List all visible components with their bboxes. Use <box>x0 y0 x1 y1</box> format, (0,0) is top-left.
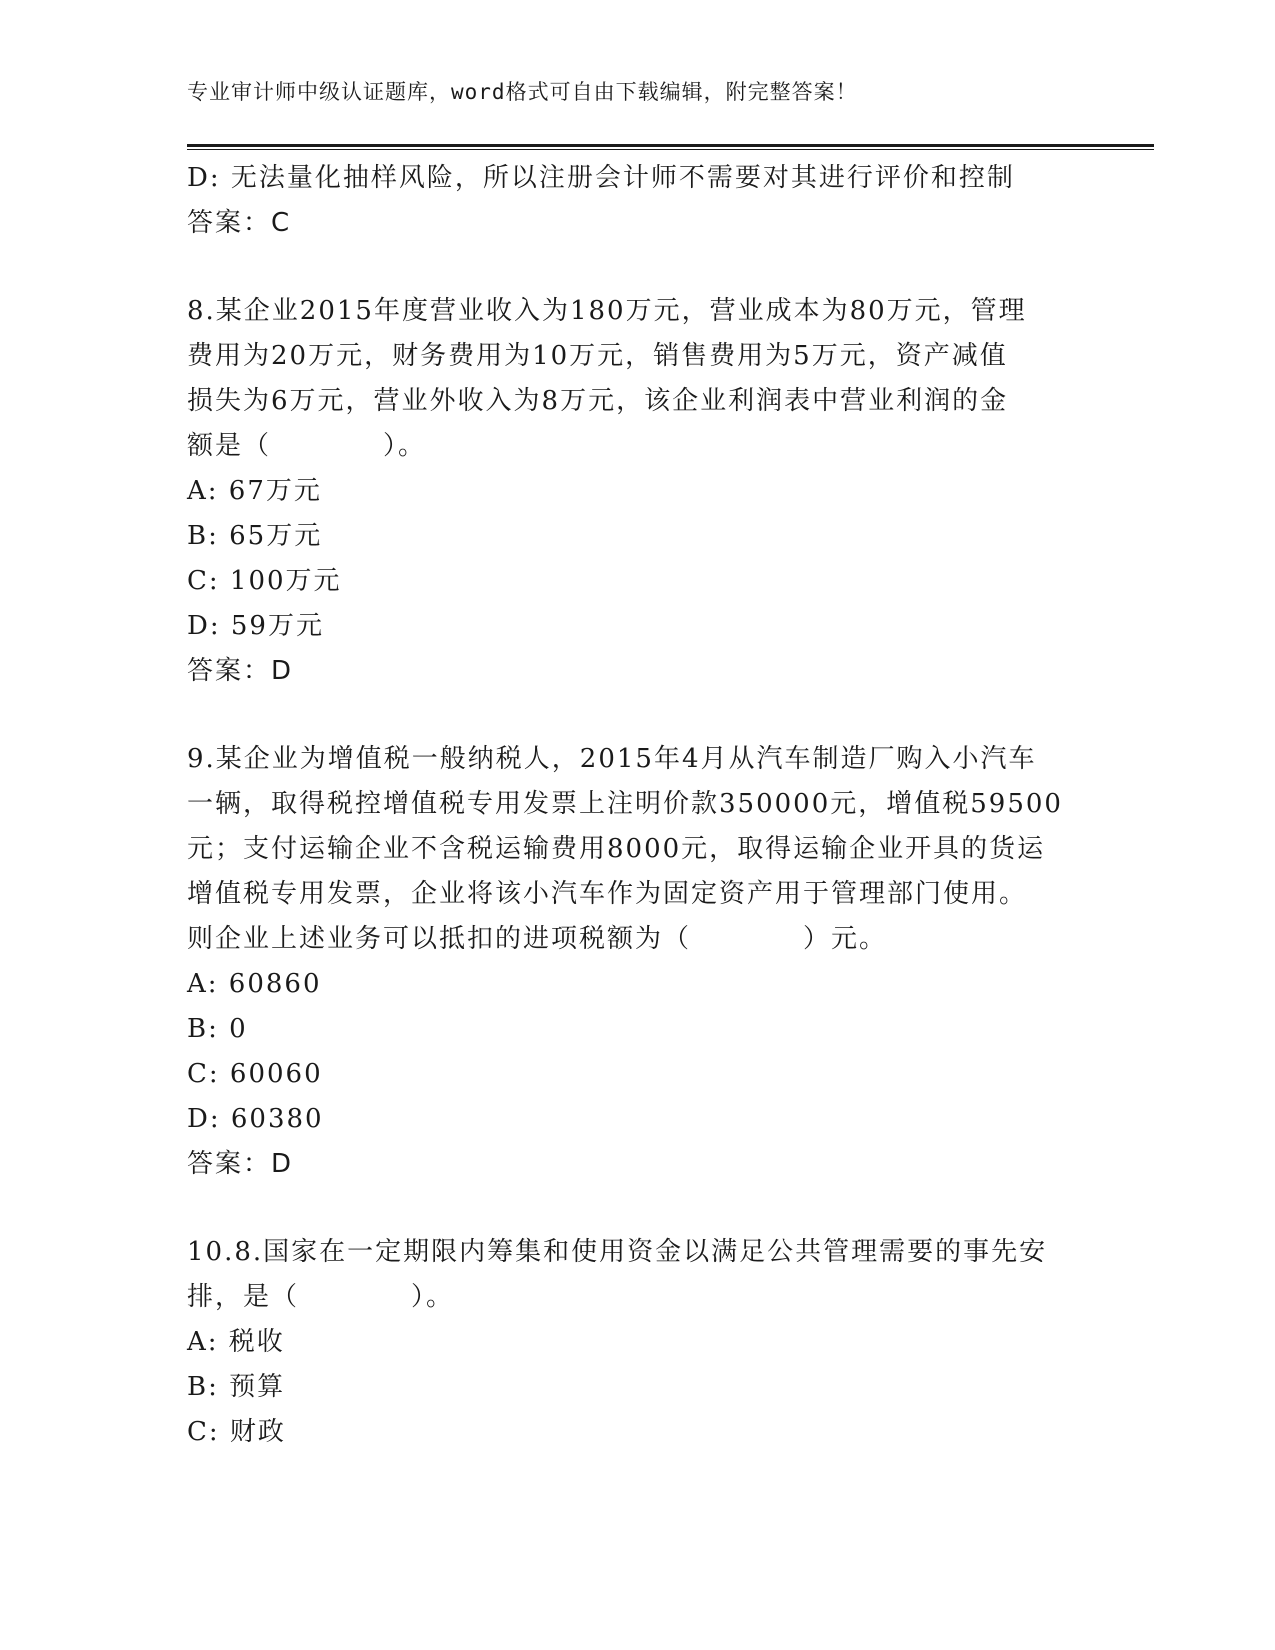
question-text-line: 8.某企业2015年度营业收入为180万元，营业成本为80万元，管理 <box>187 296 1027 326</box>
question-10 <box>187 1230 1087 1455</box>
answer-line: 答案：D <box>187 1149 294 1179</box>
question-text-line: 损失为6万元，营业外收入为8万元，该企业利润表中营业利润的金 <box>187 386 1009 416</box>
question-text-line: 则企业上述业务可以抵扣的进项税额为（ ）元。 <box>187 924 888 954</box>
option-b: B: 65万元 <box>187 521 323 551</box>
question-content <box>187 156 1087 1455</box>
option-a: A: 税收 <box>187 1327 285 1357</box>
question-text-line: 费用为20万元，财务费用为10万元，销售费用为5万元，资产减值 <box>187 341 1008 371</box>
question-9 <box>187 737 1087 1187</box>
question-text-line: 排，是（ ）。 <box>187 1282 455 1312</box>
option-d: D: 无法量化抽样风险，所以注册会计师不需要对其进行评价和控制 <box>187 163 1015 193</box>
option-a: A: 60860 <box>187 969 322 999</box>
header-divider <box>187 144 1154 150</box>
question-text-line: 元；支付运输企业不含税运输费用8000元，取得运输企业开具的货运 <box>187 834 1046 864</box>
question-text-line: 一辆，取得税控增值税专用发票上注明价款350000元，增值税59500 <box>187 789 1063 819</box>
question-8 <box>187 289 1087 694</box>
option-c: C: 100万元 <box>187 566 342 596</box>
question-text-line: 额是（ ）。 <box>187 431 427 461</box>
answer-line: 答案：C <box>187 208 292 238</box>
option-b: B: 预算 <box>187 1372 286 1402</box>
answer-line: 答案：D <box>187 656 294 686</box>
question-text-line: 增值税专用发票，企业将该小汽车作为固定资产用于管理部门使用。 <box>187 879 1028 909</box>
page-header: 专业审计师中级认证题库，word格式可自由下载编辑，附完整答案！ <box>187 80 858 104</box>
option-b: B: 0 <box>187 1014 248 1044</box>
option-d: D: 59万元 <box>187 611 324 641</box>
question-text-line: 9.某企业为增值税一般纳税人，2015年4月从汽车制造厂购入小汽车 <box>187 744 1037 774</box>
option-a: A: 67万元 <box>187 476 322 506</box>
option-c: C: 财政 <box>187 1417 286 1447</box>
question-text-line: 10.8.国家在一定期限内筹集和使用资金以满足公共管理需要的事先安 <box>187 1237 1048 1267</box>
option-d: D: 60380 <box>187 1104 324 1134</box>
option-c: C: 60060 <box>187 1059 323 1089</box>
previous-question-tail <box>187 156 1087 246</box>
